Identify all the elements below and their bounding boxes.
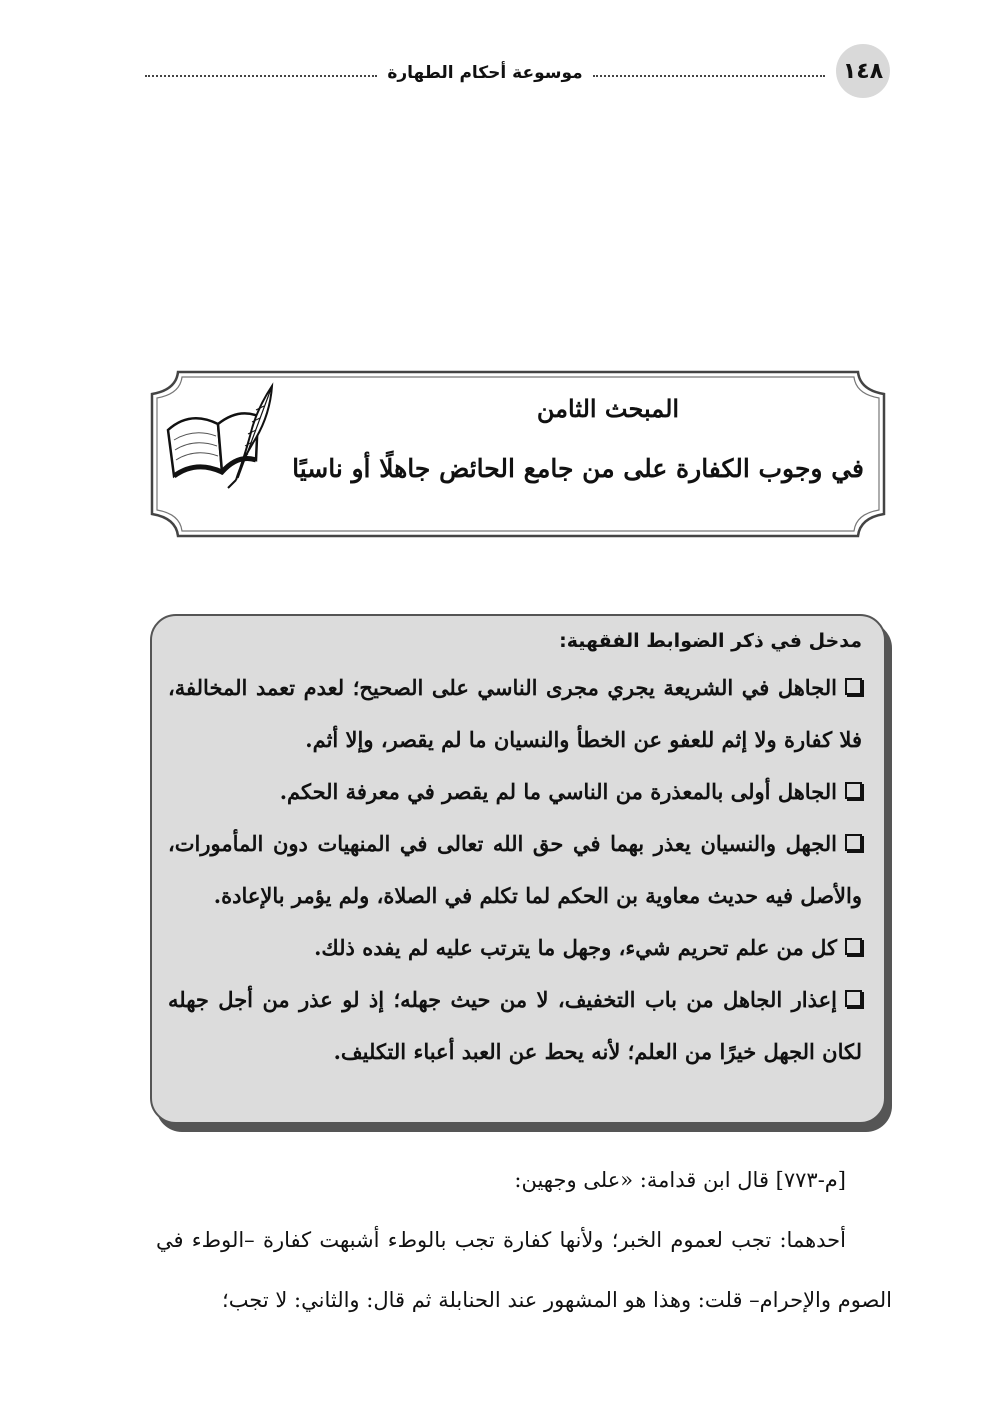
rule-item: الجاهل في الشريعة يجري مجرى الناسي على الصحيح؛ لعدم تعمد المخالفة، فلا كفارة ولا إثم للعفو عن الخطأ والنسيان ما لم يقصر، وإلا أثم. [168, 675, 862, 752]
running-title: موسوعة أحكام الطهارة [387, 63, 583, 83]
rule-item: الجهل والنسيان يعذر بهما في حق الله تعالى في المنهيات دون المأمورات، والأصل فيه حديث معاوية بن الحكم لما تكلم في الصلاة، ولم يؤمر بالإعادة. [168, 831, 862, 908]
rules-heading: مدخل في ذكر الضوابط الفقهية: [559, 630, 862, 652]
body-paragraph: أحدهما: تجب لعموم الخبر؛ ولأنها كفارة تجب بالوطء أشبهت كفارة –الوطء في الصوم والإحرام– قلت: وهذا هو المشهور عند الحنابلة ثم قال: والثاني: لا تجب؛ [156, 1228, 892, 1312]
checkbox-bullet-icon [845, 938, 862, 955]
checkbox-bullet-icon [845, 782, 862, 799]
checkbox-bullet-icon [845, 990, 862, 1007]
checkbox-bullet-icon [845, 834, 862, 851]
rule-item: إعذار الجاهل من باب التخفيف، لا من حيث جهله؛ إذ لو عذر من أجل جهله لكان الجهل خيرًا من العلم؛ لأنه يحط عن العبد أعباء التكليف. [168, 987, 862, 1064]
checkbox-bullet-icon [845, 678, 862, 695]
chapter-heading: المبحث الثامن [536, 394, 680, 423]
chapter-subtitle: في وجوب الكفارة على من جامع الحائض جاهلًا أو ناسيًا [292, 454, 864, 483]
jurisprudential-rules-box [150, 614, 886, 1124]
quote-line: [م-٧٧٣] قال ابن قدامة: «على وجهين: [514, 1168, 846, 1192]
page-number: ١٤٨ [836, 44, 890, 98]
leader-dots-left [145, 75, 377, 77]
body-text [156, 1150, 892, 1330]
chapter-title-frame [148, 368, 888, 538]
rule-item: الجاهل أولى بالمعذرة من الناسي ما لم يقصر في معرفة الحكم. [168, 766, 862, 818]
book-quill-icon [160, 380, 280, 490]
rule-item: كل من علم تحريم شيء، وجهل ما يترتب عليه لم يفده ذلك. [168, 922, 862, 974]
leader-dots-right [593, 75, 825, 77]
running-header [145, 58, 825, 88]
